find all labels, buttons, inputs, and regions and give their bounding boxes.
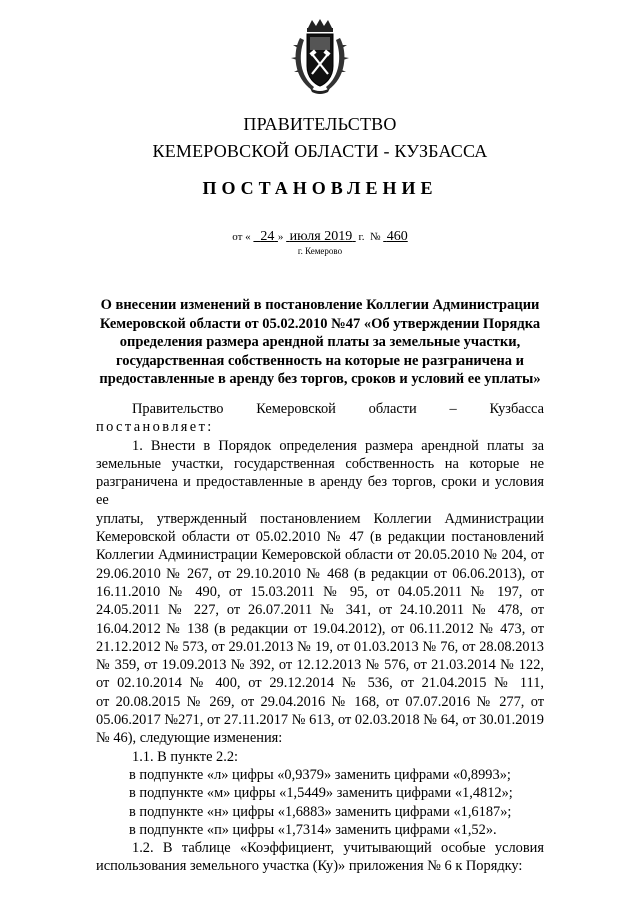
subject-line: предоставленные в аренду без торгов, сроков и условий ее уплаты» (99, 371, 541, 388)
body-line: 05.06.2017 №271, от 27.11.2017 № 613, от 02.03.2018 № 64, от 30.01.2019 (96, 712, 544, 729)
body-line: № 359, от 19.09.2013 № 392, от 12.12.2013 № 576, от 21.03.2014 № 122, (96, 657, 544, 674)
number-sign: № (369, 231, 381, 243)
date-prefix: от « (232, 231, 251, 243)
subitem-line: в подпункте «м» цифры «1,5449» заменить цифрами «1,4812»; (129, 785, 513, 802)
body-line: от 02.10.2014 № 400, от 29.12.2014 № 536, от 21.04.2015 № 111, (96, 675, 544, 692)
body-line: 1. Внести в Порядок определения размера арендной платы за (132, 437, 544, 454)
body-line: № 46), следующие изменения: (96, 730, 283, 747)
subitem-line: в подпункте «н» цифры «1,6883» заменить цифрами «1,6187»; (129, 803, 512, 820)
date-day: 24 (260, 229, 275, 244)
org-name-line2: КЕМЕРОВСКОЙ ОБЛАСТИ - КУЗБАССА (152, 141, 488, 161)
subject-line: О внесении изменений в постановление Коллегии Администрации (100, 297, 540, 313)
body-line: Коллегии Администрации Кемеровской области от 20.05.2010 № 204, от (96, 547, 544, 564)
body-line: Кемеровской области от 05.02.2010 № 47 (в редакции постановлений (96, 529, 544, 546)
coat-of-arms-icon (290, 18, 350, 96)
date-mid: » (277, 231, 284, 243)
subject-line: Кемеровской области от 05.02.2010 №47 «Об утверждении Порядка (99, 315, 541, 332)
decree-word: постановляет: (96, 419, 214, 436)
subitem-line: 1.1. В пункте 2.2: (132, 748, 239, 765)
body-line: уплаты, утвержденный постановлением Коллегии Администрации (96, 510, 544, 527)
document-subject (90, 296, 550, 389)
subject-line: определения размера арендной платы за земельные участки, (119, 334, 521, 351)
final-line: 1.2. В таблице «Коэффициент, учитывающий особые условия (132, 840, 544, 857)
org-name-line1: ПРАВИТЕЛЬСТВО (243, 114, 397, 134)
body-line: разграничена и предоставленные в аренду без торгов, сроки и условия ее (96, 474, 544, 509)
date-month-year: июля 2019 (289, 229, 353, 244)
city: г. Кемерово (297, 246, 343, 256)
preamble: Правительство Кемеровской области – Кузбасса (132, 401, 544, 417)
body-line: земельные участки, государственная собственность на которые не (96, 455, 544, 472)
body-line: от 20.08.2015 № 269, от 29.04.2016 № 168, от 07.07.2016 № 277, от (96, 693, 544, 710)
subitem-line: в подпункте «л» цифры «0,9379» заменить цифрами «0,8993»; (129, 766, 511, 783)
document-body (96, 400, 544, 876)
subject-line: государственная собственность на которые не разграничена и (116, 352, 524, 369)
date-line (0, 229, 640, 245)
year-suffix: г. (358, 231, 365, 243)
subitem-line: в подпункте «п» цифры «1,7314» заменить цифрами «1,52». (129, 821, 497, 838)
document-type: ПОСТАНОВЛЕНИЕ (202, 178, 438, 198)
body-line: 21.12.2012 № 573, от 29.01.2013 № 19, от 01.03.2013 № 76, от 28.08.2013 (96, 638, 544, 655)
body-line: 24.05.2011 № 227, от 26.07.2011 № 341, от 24.10.2011 № 478, от (96, 602, 544, 619)
body-line: 16.04.2012 № 138 (в редакции от 19.04.2012), от 06.11.2012 № 473, от (96, 620, 544, 637)
body-line: 29.06.2010 № 267, от 29.10.2010 № 468 (в редакции от 06.06.2013), от (96, 565, 544, 582)
final-line: использования земельного участка (Ку)» приложения № 6 к Порядку: (96, 858, 523, 875)
doc-number: 460 (386, 229, 408, 244)
body-line: 16.11.2010 № 490, от 15.03.2011 № 95, от 04.05.2011 № 197, от (96, 583, 544, 600)
